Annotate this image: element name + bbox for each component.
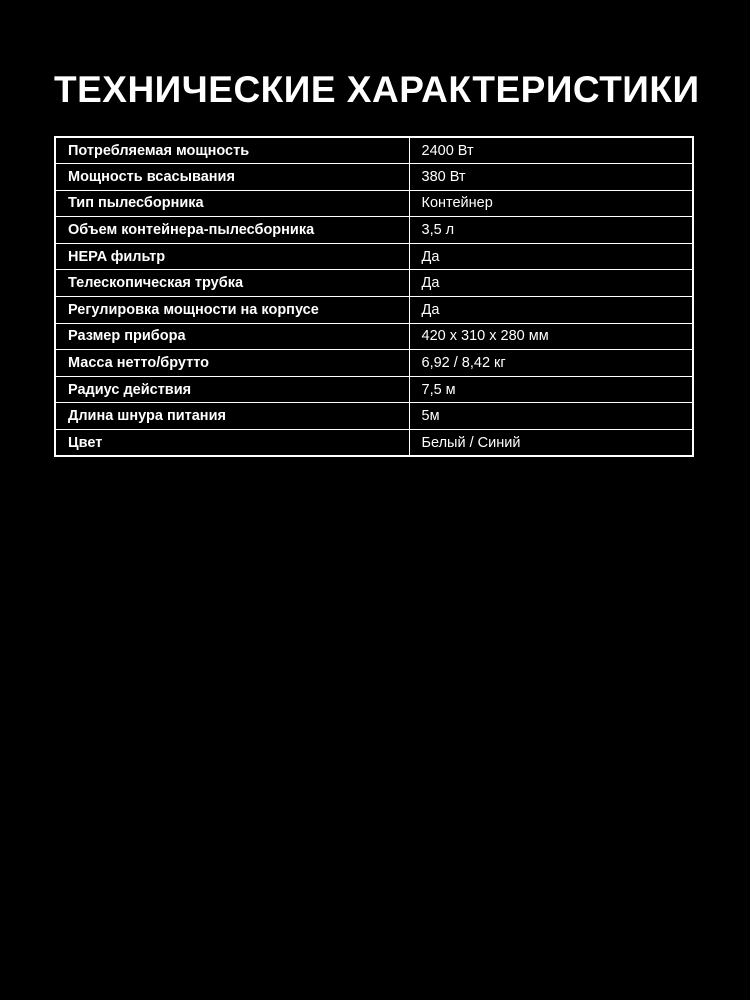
spec-label: Потребляемая мощность (55, 137, 409, 164)
spec-label: Объем контейнера-пылесборника (55, 217, 409, 244)
spec-value: Белый / Синий (409, 430, 693, 457)
spec-label: HEPA фильтр (55, 243, 409, 270)
spec-value: 7,5 м (409, 376, 693, 403)
spec-value: 5м (409, 403, 693, 430)
table-row (55, 297, 693, 324)
spec-value: Да (409, 270, 693, 297)
spec-label: Телескопическая трубка (55, 270, 409, 297)
spec-value: 380 Вт (409, 164, 693, 191)
table-row (55, 376, 693, 403)
table-row (55, 350, 693, 377)
spec-value: 420 x 310 x 280 мм (409, 323, 693, 350)
spec-label: Радиус действия (55, 376, 409, 403)
spec-label: Масса нетто/брутто (55, 350, 409, 377)
spec-value: Да (409, 243, 693, 270)
table-row (55, 190, 693, 217)
table-row (55, 137, 693, 164)
spec-label: Мощность всасывания (55, 164, 409, 191)
spec-label: Регулировка мощности на корпусе (55, 297, 409, 324)
table-row (55, 403, 693, 430)
spec-label: Размер прибора (55, 323, 409, 350)
table-row (55, 270, 693, 297)
spec-label: Цвет (55, 430, 409, 457)
specifications-table (54, 136, 694, 457)
table-row (55, 430, 693, 457)
table-row (55, 217, 693, 244)
spec-value: Да (409, 297, 693, 324)
spec-value: Контейнер (409, 190, 693, 217)
table-row (55, 164, 693, 191)
spec-value: 2400 Вт (409, 137, 693, 164)
table-row (55, 243, 693, 270)
table-row (55, 323, 693, 350)
spec-value: 6,92 / 8,42 кг (409, 350, 693, 377)
spec-value: 3,5 л (409, 217, 693, 244)
specifications-table-body (55, 137, 693, 456)
page-title: ТЕХНИЧЕСКИЕ ХАРАКТЕРИСТИКИ (54, 69, 700, 110)
spec-label: Длина шнура питания (55, 403, 409, 430)
spec-label: Тип пылесборника (55, 190, 409, 217)
